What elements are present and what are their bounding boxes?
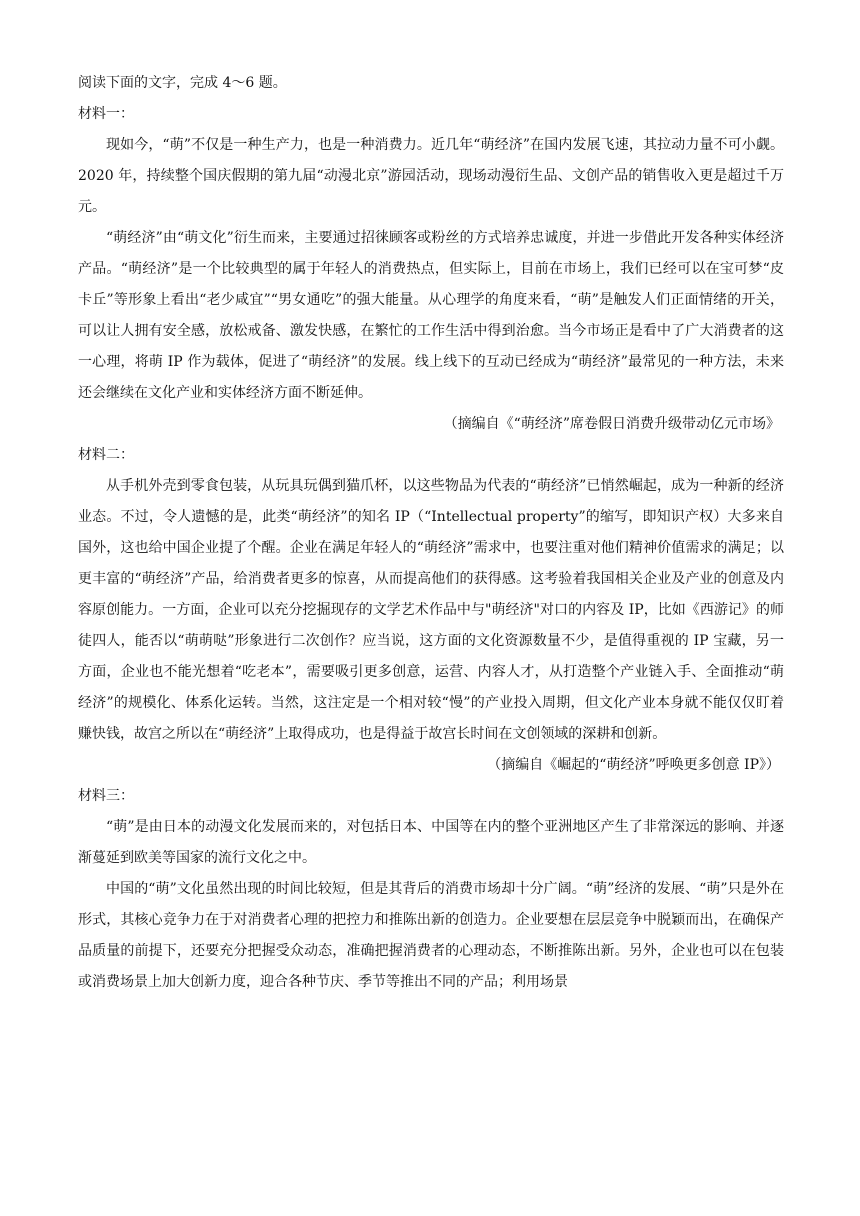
material-one-source: （摘编自《“萌经济”席卷假日消费升级带动亿元市场》 xyxy=(443,416,780,432)
material-two-label: 材料二： xyxy=(78,447,134,463)
material-two-paragraph-1: 从手机外壳到零食包装，从玩具玩偶到猫爪杯，以这些物品为代表的“萌经济”已悄然崛起，成为一种新的经济业态。不过，令人遗憾的是，此类“萌经济”的知名 IP（“Intellectual property”的缩写，即知识产权）大多来自国外，这也给中国企业提了个醒。企业在满足年轻人的“萌经济”需求中，也要注重对他们精神价值需求的满足；以更丰富的“萌经济”产品，给消费者更多的惊喜，从而提高他们的获得感。这考验着我国相关企业及产业的创意及内容原创能力。一方面，企业可以充分挖掘现存的文学艺术作品中与"萌经济"对口的内容及 IP，比如《西游记》的师徒四人，能否以“萌萌哒”形象进行二次创作？应当说，这方面的文化资源数量不少，是值得重视的 IP 宝藏，另一方面，企业也不能光想着“吃老本”，需要吸引更多创意，运营、内容人才，从打造整个产业链入手、全面推动“萌经济”的规模化、体系化运转。当然，这注定是一个相对较“慢”的产业投入周期，但文化产业本身就不能仅仅盯着赚快钱，故宫之所以在“萌经济”上取得成功，也是得益于故宫长时间在文创领域的深耕和创新。 xyxy=(78,478,784,742)
instruction-text: 阅读下面的文字，完成 4～6 题。 xyxy=(78,75,287,91)
material-one-paragraph-1: 现如今，“萌”不仅是一种生产力，也是一种消费力。近几年“萌经济”在国内发展飞速，其拉动力量不可小觑。2020 年，持续整个国庆假期的第九届“动漫北京”游园活动，现场动漫衍生品、文创产品的销售收入更是超过千万元。 xyxy=(78,137,784,215)
material-two-source: （摘编自《崛起的“萌经济”呼唤更多创意 IP》） xyxy=(487,757,780,773)
material-one-label: 材料一： xyxy=(78,106,134,122)
material-three-paragraph-1: “萌”是由日本的动漫文化发展而来的，对包括日本、中国等在内的整个亚洲地区产生了非常深远的影响、并逐渐蔓延到欧美等国家的流行文化之中。 xyxy=(78,819,784,866)
material-one-paragraph-2: “萌经济”由“萌文化”衍生而来，主要通过招徕顾客或粉丝的方式培养忠诚度，并进一步借此开发各种实体经济产品。“萌经济”是一个比较典型的属于年轻人的消费热点，但实际上，目前在市场上，我们已经可以在宝可梦“皮卡丘”等形象上看出“老少咸宜”“男女通吃”的强大能量。从心理学的角度来看，“萌”是触发人们正面情绪的开关，可以让人拥有安全感，放松戒备、激发快感，在繁忙的工作生活中得到治愈。当今市场正是看中了广大消费者的这一心理，将萌 IP 作为载体，促进了“萌经济”的发展。线上线下的互动已经成为“萌经济”最常见的一种方法，未来还会继续在文化产业和实体经济方面不断延伸。 xyxy=(78,230,784,401)
document-page xyxy=(78,68,784,998)
material-three-label: 材料三： xyxy=(78,788,134,804)
material-three-paragraph-2: 中国的“萌”文化虽然出现的时间比较短，但是其背后的消费市场却十分广阔。“萌”经济的发展、“萌”只是外在形式，其核心竞争力在于对消费者心理的把控力和推陈出新的创造力。企业要想在层层竞争中脱颖而出，在确保产品质量的前提下，还要充分把握受众动态，准确把握消费者的心理动态，不断推陈出新。另外，企业也可以在包装或消费场景上加大创新力度，迎合各种节庆、季节等推出不同的产品；利用场景 xyxy=(78,881,784,990)
